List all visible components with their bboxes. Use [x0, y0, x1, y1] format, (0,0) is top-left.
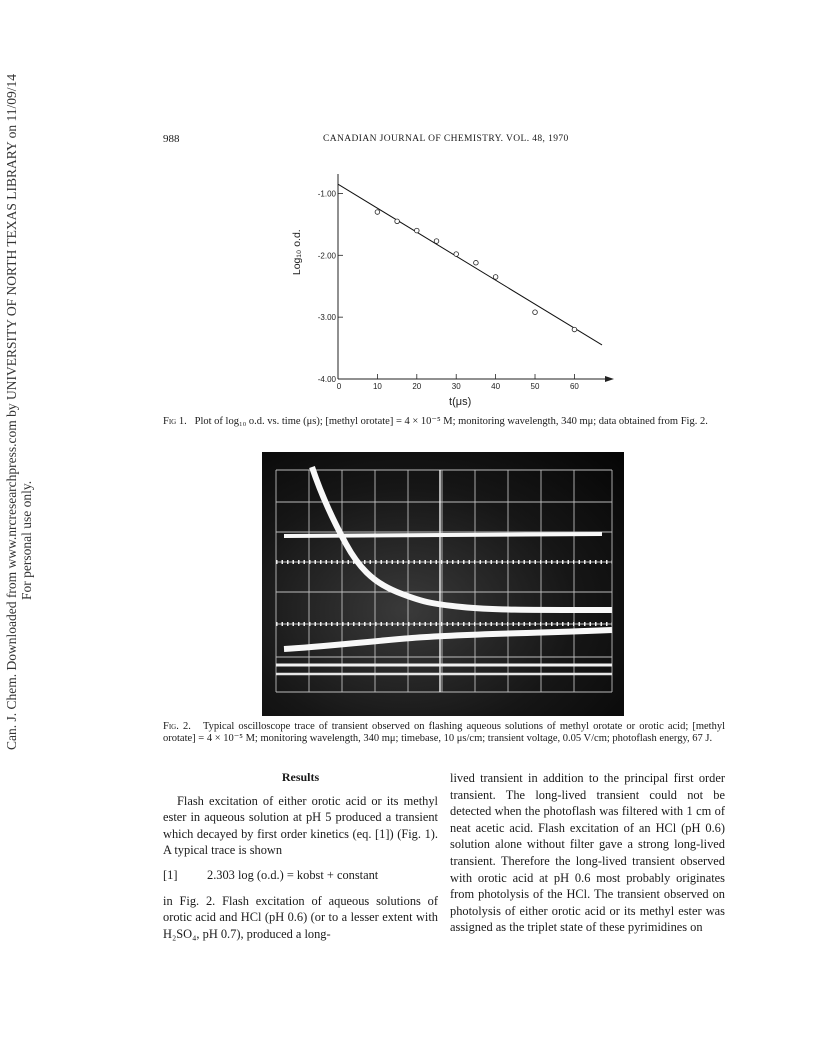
figure-2-caption-label: Fig. 2. — [163, 721, 191, 732]
y-tick-label: -2.00 — [317, 251, 336, 261]
figure-1-plot — [280, 168, 620, 411]
data-point — [395, 219, 400, 224]
body-right-column — [450, 770, 725, 936]
x-tick-label: 50 — [530, 382, 540, 391]
data-point — [493, 275, 498, 280]
download-notice-line1: Can. J. Chem. Downloaded from www.nrcresearchpress.com by UNIVERSITY OF NORTH TEXAS LIBRARY on 11/09/14 — [4, 74, 19, 750]
body-left-column — [163, 769, 438, 942]
page-number: 988 — [163, 133, 180, 145]
equation-text: 2.303 log (o.d.) = kobst + constant — [207, 867, 379, 882]
data-point — [434, 239, 439, 244]
data-point — [533, 310, 538, 315]
figure-2-caption — [163, 721, 725, 744]
download-notice — [0, 0, 40, 1056]
x-axis-arrow — [605, 376, 614, 382]
body-paragraph-3: lived transient in addition to the principal first order transient. The long-lived transient could not be detected when the photoflash was filtered with 1 cm of neat acetic acid. Flash excitation of an HCl (pH 0.6) solution alone without filter gave a strong long-lived transient. Therefore the long-lived transient observed with orotic acid at pH 0.6 most probably originates from photolysis of the HCl. The transient observed on photolysis of either orotic acid or its methyl ester was assigned as the triplet state of these pyrimidines on — [450, 771, 725, 935]
body-paragraph-2: in Fig. 2. Flash excitation of aqueous solutions of orotic acid and HCl (pH 0.6) (or to a lesser extent with H₂SO₄, pH 0.7), produced a long- — [163, 893, 438, 941]
x-tick-label: 20 — [412, 382, 422, 391]
x-tick-label: 30 — [451, 382, 461, 391]
data-point — [572, 327, 577, 332]
y-tick-label: -1.00 — [317, 189, 336, 199]
y-tick-label: -3.00 — [317, 313, 336, 323]
equation-1 — [163, 867, 438, 884]
section-heading-results: Results — [281, 770, 320, 784]
running-head — [163, 133, 725, 149]
equation-number: [1] — [163, 867, 178, 882]
download-notice-line2: For personal use only. — [19, 480, 34, 600]
y-tick-label: -4.00 — [317, 375, 336, 384]
data-point — [375, 210, 380, 215]
figure-2-caption-text: Typical oscilloscope trace of transient observed on flashing aqueous solutions of methyl orotate or orotic acid; [methyl orotate] = 4 × 10⁻⁵ M; monitoring wavelength, 340 mμ; timebase, 10 μs/cm; transient voltage, 0.05 V/cm; photoflash energy, 67 J. — [163, 721, 725, 744]
oscilloscope-trace-image — [262, 452, 624, 716]
figure-1-caption-text: Plot of log₁₀ o.d. vs. time (μs); [methyl orotate] = 4 × 10⁻⁵ M; monitoring wavelength, 340 mμ; data obtained from Fig. 2. — [194, 416, 708, 427]
y-axis-label: Log₁₀ o.d. — [291, 229, 303, 276]
data-point — [474, 260, 479, 265]
x-tick-label: 60 — [569, 382, 579, 391]
regression-line — [338, 184, 602, 345]
data-point — [415, 228, 420, 233]
x-axis-label: t(μs) — [449, 396, 472, 408]
data-point — [454, 252, 459, 257]
journal-title: CANADIAN JOURNAL OF CHEMISTRY. VOL. 48, 1970 — [323, 134, 569, 144]
figure-2-oscilloscope-photo — [262, 452, 624, 716]
body-paragraph-1: Flash excitation of either orotic acid or its methyl ester in aqueous solution at pH 5 produced a transient which decayed by first order kinetics (eq. [1]) (Fig. 1). A typical trace is shown — [163, 793, 438, 858]
x-tick-label: 0 — [336, 382, 342, 391]
x-tick-label: 10 — [372, 382, 382, 391]
x-tick-label: 40 — [491, 382, 501, 391]
figure-1-caption — [163, 416, 725, 428]
figure-1-caption-label: Fig 1. — [163, 416, 187, 427]
